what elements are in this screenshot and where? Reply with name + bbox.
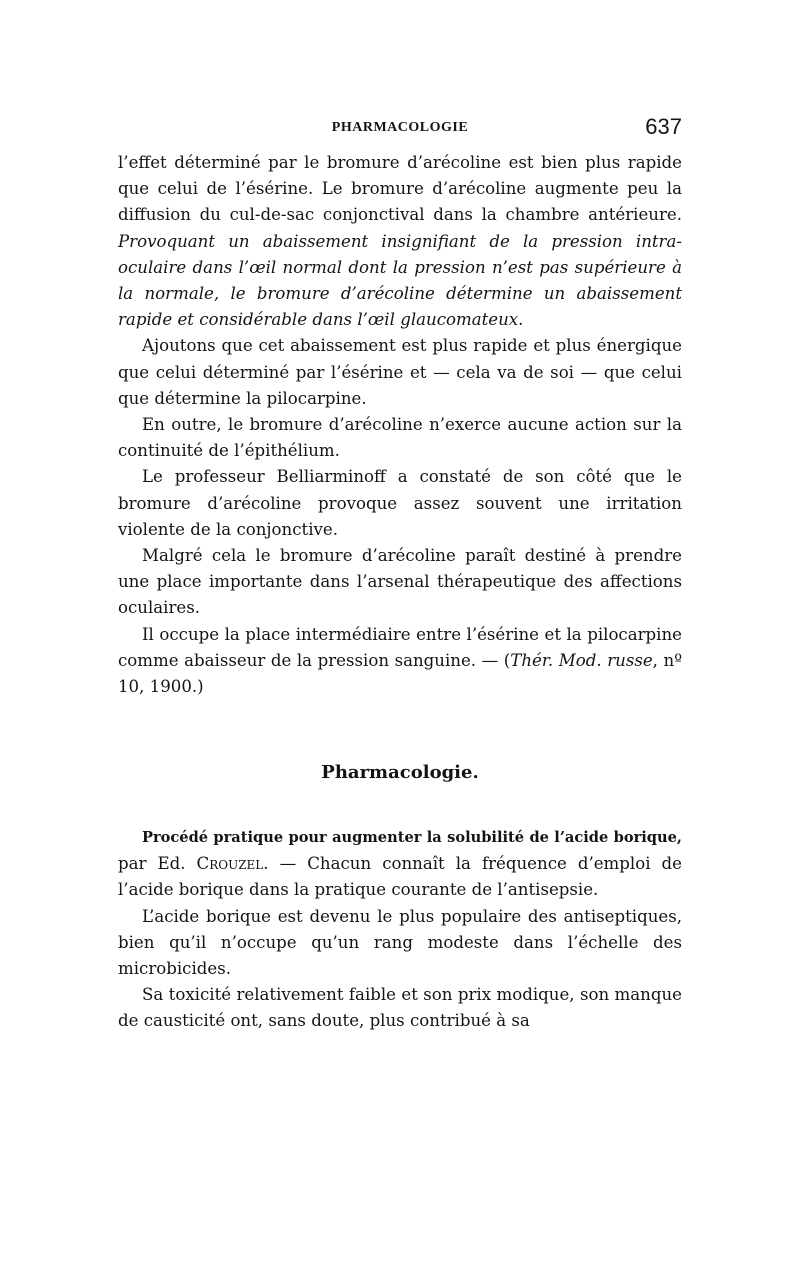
paragraph-1 — [118, 150, 682, 333]
article-byline: par Ed. — [118, 854, 197, 874]
article-intro: . — Chacun connaît la fréquence d’emploi de l’acide borique dans la pratique courante de l’antisepsie. — [118, 854, 682, 900]
page-number: 637 — [645, 114, 682, 139]
running-head — [118, 114, 682, 144]
paragraph-5: Malgré cela le bromure d’arécoline paraît destiné à prendre une place importante dans l’arsenal thérapeutique des affections oculaires. — [118, 546, 682, 618]
paragraph-1-text: l’effet déterminé par le bromure d’arécoline est bien plus rapide que celui de l’ésérine. Le bromure d’arécoline augmente peu la diffusion du cul-de-sac conjonctival dans la chambre antérieure. — [118, 153, 682, 225]
paragraph-3: En outre, le bromure d’arécoline n’exerce aucune action sur la continuité de l’épithélium. — [118, 415, 682, 461]
article-paragraph-3: Sa toxicité relativement faible et son prix modique, son manque de causticité ont, sans doute, plus contribué à sa — [118, 985, 682, 1031]
article-text — [118, 824, 682, 1035]
section-heading: Pharmacologie. — [321, 762, 479, 783]
paragraph-6-text: Il occupe la place intermédiaire entre l’ésérine et la pilocarpine comme abaisseur de la pression sanguine. — ( — [118, 624, 682, 670]
paragraph-6-reference: Thér. Mod. russe — [510, 650, 653, 670]
continuation-text — [118, 150, 682, 700]
article-title: Procédé pratique pour augmenter la solubilité de l’acide borique, — [142, 829, 682, 846]
article-paragraph-2: L’acide borique est devenu le plus populaire des antiseptiques, bien qu’il n’occupe qu’un rang modeste dans l’échelle des microbicides. — [118, 906, 682, 979]
paragraph-6-citation: , nº 10, 1900.) — [118, 650, 682, 697]
paragraph-2: Ajoutons que cet abaissement est plus rapide et plus énergique que celui déterminé par l’ésérine et — cela va de soi — que celui que détermine la pilocarpine. — [118, 336, 682, 408]
running-title: PHARMACOLOGIE — [331, 120, 469, 135]
paragraph-1-italic: Provoquant un abaissement insignifiant de la pression intra-oculaire dans l’œil normal dont la pression n’est pas supérieure à la normale, le bromure d’arécoline détermine un abaissement rapide et considérable dans l’œil glaucomateux. — [118, 231, 682, 330]
paragraph-4: Le professeur Belliarminoff a constaté de son côté que le bromure d’arécoline provoque assez souvent une irritation violente de la conjonctive. — [118, 467, 682, 539]
article-paragraph-1 — [118, 824, 682, 904]
article-author: Crouzel — [196, 854, 264, 874]
paragraph-6 — [118, 622, 682, 701]
